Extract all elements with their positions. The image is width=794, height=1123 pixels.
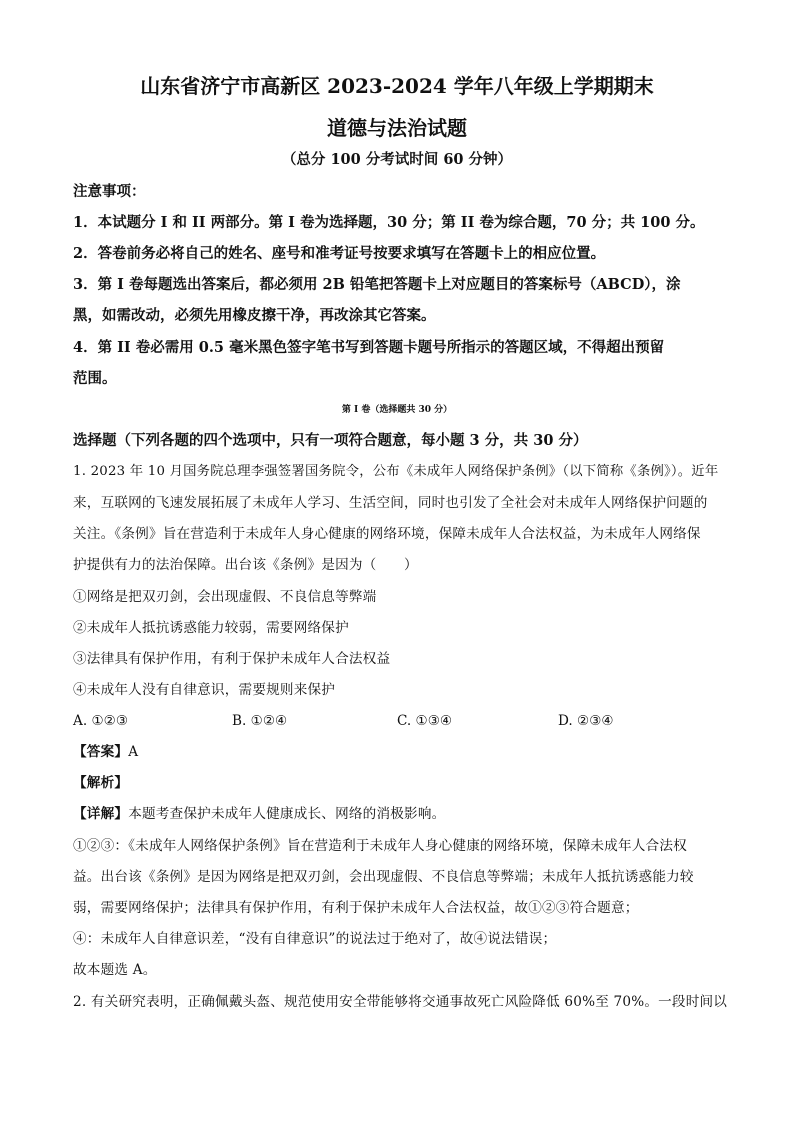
exam-subtitle: （总分 100 分考试时间 60 分钟） [281,151,513,168]
option-a: A. ①②③ [73,713,129,729]
option-b: B. ①②④ [232,713,288,729]
detail-intro: 本题考查保护未成年人健康成长、网络的消极影响。 [128,806,446,822]
question-statement: ③法律具有保护作用，有利于保护未成年人合法权益 [73,651,391,667]
notes-heading: 注意事项： [73,183,146,200]
exam-subject-title: 道德与法治试题 [327,116,467,140]
section-instructions: 选择题（下列各题的四个选项中，只有一项符合题意，每小题 3 分，共 30 分） [73,432,588,449]
detail-tag: 【详解】 [73,806,129,822]
exam-title: 山东省济宁市高新区 2023-2024 学年八年级上学期期末 [140,74,654,98]
answer-value: A [128,744,139,760]
question-stem-line: 1. 2023 年 10 月国务院总理李强签署国务院令，公布《未成年人网络保护条例》（以下简称《条例》）。近年 [73,464,719,479]
option-c: C. ①③④ [397,713,453,729]
note-line: 1．本试题分 I 和 II 两部分。第 I 卷为选择题，30 分；第 II 卷为综合题，70 分；共 100 分。 [73,214,705,231]
question-stem-line: 关注。《条例》旨在营造利于未成年人身心健康的网络环境，保障未成年人合法权益，为未成年人网络保 [73,526,701,542]
detail-text-line: 弱，需要网络保护；法律具有保护作用，有利于保护未成年人合法权益，故①②③符合题意； [73,900,639,916]
question-statement: ①网络是把双刃剑，会出现虚假、不良信息等弊端 [73,589,377,605]
section-title: 第 I 卷（选择题共 30 分） [341,405,453,415]
option-d: D. ②③④ [558,713,614,729]
question-stem-line: 2. 有关研究表明，正确佩戴头盔、规范使用安全带能够将交通事故死亡风险降低 60%至 70%。一段时间以 [73,994,728,1010]
note-line: 黑，如需改动，必须先用橡皮擦干净，再改涂其它答案。 [73,307,436,324]
detail-text-line: ④：未成年人自律意识差，“没有自律意识”的说法过于绝对了，故④说法错误； [73,931,557,947]
note-line: 4．第 II 卷必需用 0.5 毫米黑色签字笔书写到答题卡题号所指示的答题区域，不得超出预留 [73,339,665,356]
question-stem-line: 来，互联网的飞速发展拓展了未成年人学习、生活空间，同时也引发了全社会对未成年人网络保护问题的 [73,495,708,511]
detail-text-line: 故本题选 A。 [73,962,157,978]
note-line: 2．答卷前务必将自己的姓名、座号和准考证号按要求填写在答题卡上的相应位置。 [73,245,606,262]
note-line: 范围。 [73,370,117,387]
answer-tag: 【答案】 [73,744,129,760]
detail-text-line: ①②③：《未成年人网络保护条例》旨在营造利于未成年人身心健康的网络环境，保障未成年人合法权 [73,838,687,854]
detail-line [73,804,445,824]
question-stem-line: 护提供有力的法治保障。出台该《条例》是因为（ ） [73,557,418,573]
analysis-line [73,773,128,793]
analysis-tag: 【解析】 [73,775,129,791]
question-statement: ②未成年人抵抗诱惑能力较弱，需要网络保护 [73,620,349,636]
note-line: 3．第 I 卷每题选出答案后，都必须用 2B 铅笔把答题卡上对应题目的答案标号（ABCD），涂 [73,276,681,293]
answer-line [73,742,138,762]
question-statement: ④未成年人没有自律意识，需要规则来保护 [73,682,336,698]
detail-text-line: 益。出台该《条例》是因为网络是把双刃剑，会出现虚假、不良信息等弊端；未成年人抵抗诱惑能力较 [73,869,694,885]
